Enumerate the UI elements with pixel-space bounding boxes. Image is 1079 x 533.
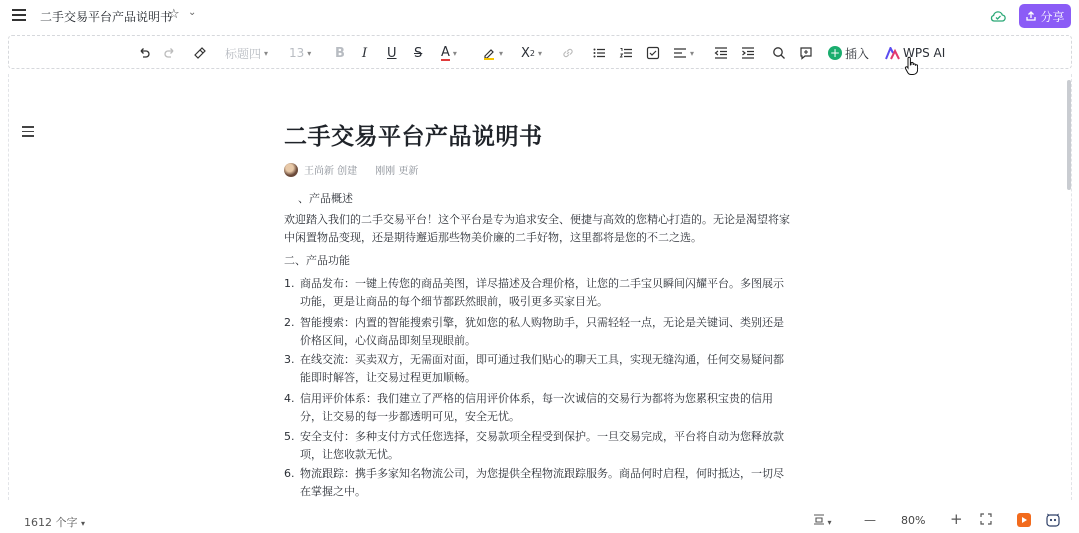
list-item[interactable] <box>284 465 784 501</box>
zoom-in-button[interactable]: + <box>950 510 963 528</box>
list-item[interactable] <box>284 314 784 350</box>
share-button[interactable] <box>1019 4 1071 28</box>
section-heading[interactable]: 二、产品功能 <box>284 254 350 267</box>
list-item-text: 智能搜索：内置的智能搜索引擎，犹如您的私人购物助手，只需轻轻一点，无论是关键词、类别还是价格区间，心仪商品即刻呈现眼前。 <box>300 316 784 347</box>
italic-icon[interactable]: I <box>362 45 368 61</box>
chevron-down-icon: ▾ <box>81 519 86 528</box>
list-item-text: 商品发布：一键上传您的商品美图，详尽描述及合理价格，让您的二手宝贝瞬间闪耀平台。多图展示功能，更是让商品的每个细节都跃然眼前，吸引更多买家目光。 <box>300 277 784 308</box>
wps-ai-icon <box>885 47 900 60</box>
section-heading[interactable]: 、产品概述 <box>298 192 353 205</box>
font-color-icon[interactable]: A ▾ <box>441 44 457 60</box>
font-style-select[interactable] <box>225 44 268 62</box>
outdent-icon[interactable] <box>714 44 728 62</box>
word-count-label: 1612 个字 <box>24 516 78 529</box>
list-item[interactable] <box>284 275 784 311</box>
search-icon[interactable] <box>772 44 786 62</box>
list-item-text: 在线交流：买卖双方，无需面对面，即可通过我们贴心的聊天工具，实现无缝沟通，任何交易疑问都能即时解答，让交易过程更加顺畅。 <box>300 353 784 384</box>
assistant-mascot-icon[interactable] <box>1045 512 1061 528</box>
list-item[interactable] <box>284 390 784 426</box>
status-bar <box>0 507 1079 533</box>
list-number: 3. <box>284 353 295 366</box>
redo-icon[interactable] <box>163 44 177 62</box>
indent-icon[interactable] <box>741 44 755 62</box>
font-size-select[interactable] <box>289 44 311 62</box>
font-style-label: 标题四 <box>225 46 262 61</box>
highlight-icon[interactable]: ▾ <box>482 44 503 62</box>
menu-icon[interactable] <box>12 9 26 23</box>
insert-label: 插入 <box>845 46 870 61</box>
chevron-down-icon: ▾ <box>307 48 312 58</box>
list-item-text: 安全支付：多种支付方式任您选择，交易款项全程受到保护。一旦交易完成，平台将自动为您释放款项，让您收款无忧。 <box>300 430 784 461</box>
comment-icon[interactable] <box>799 44 813 62</box>
bullet-list-icon[interactable] <box>592 44 606 62</box>
doc-meta <box>284 162 418 177</box>
bold-icon[interactable]: B <box>335 45 345 61</box>
strikethrough-icon[interactable]: S <box>414 45 423 61</box>
cloud-saved-icon[interactable] <box>990 9 1006 23</box>
author-label: 王尚新 创建 <box>304 166 358 177</box>
list-number: 1. <box>284 277 295 290</box>
list-item[interactable] <box>284 428 784 464</box>
document-body[interactable] <box>284 118 790 498</box>
font-size-label: 13 <box>289 46 305 60</box>
list-item[interactable] <box>284 351 784 387</box>
list-number: 2. <box>284 316 295 329</box>
star-icon[interactable]: ☆ <box>168 7 180 22</box>
top-bar <box>0 0 1079 32</box>
paragraph-line[interactable]: 欢迎踏入我们的二手交易平台！这个平台是专为追求安全、便捷与高效的您精心打造的。无论是渴望将家 <box>284 213 790 226</box>
hand-pointer-cursor <box>904 56 918 76</box>
document-title[interactable]: 二手交易平台产品说明书 <box>284 124 543 150</box>
scrollbar[interactable] <box>1067 80 1071 190</box>
list-number: 6. <box>284 467 295 480</box>
avatar[interactable] <box>284 163 298 177</box>
format-painter-icon[interactable] <box>192 44 206 62</box>
insert-button[interactable] <box>828 44 869 62</box>
outline-icon[interactable] <box>22 126 36 138</box>
page-layout-icon[interactable]: ▾ <box>813 513 832 528</box>
undo-icon[interactable] <box>137 44 151 62</box>
list-item-text: 信用评价体系：我们建立了严格的信用评价体系，每一次诚信的交易行为都将为您累积宝贵的信用分，让交易的每一步都透明可见，安全无忧。 <box>300 392 773 423</box>
zoom-level[interactable]: 80% <box>901 514 926 527</box>
list-number: 4. <box>284 392 295 405</box>
superscript-icon[interactable]: X 2 ▾ <box>521 45 543 61</box>
underline-icon[interactable]: U <box>387 45 397 61</box>
share-label: 分享 <box>1040 9 1065 24</box>
align-icon[interactable]: ▾ <box>673 44 694 62</box>
zoom-out-button[interactable]: — <box>864 513 876 527</box>
wps-ai-label: WPS AI <box>903 46 946 60</box>
numbered-list-icon[interactable] <box>619 44 633 62</box>
checklist-icon[interactable] <box>646 44 660 62</box>
chevron-down-icon: ▾ <box>264 48 269 58</box>
word-count[interactable] <box>24 514 85 530</box>
share-icon <box>1025 10 1037 22</box>
fullscreen-icon[interactable] <box>980 513 992 528</box>
video-logo-icon[interactable] <box>1017 513 1031 527</box>
updated-label: 刚刚 更新 <box>375 166 419 177</box>
paragraph-line[interactable]: 中闲置物品变现，还是期待邂逅那些物美价廉的二手好物，这里都将是您的不二之选。 <box>284 231 702 244</box>
doc-title[interactable]: 二手交易平台产品说明书 <box>40 10 173 24</box>
chevron-down-icon[interactable]: ⌄ <box>188 7 197 18</box>
list-number: 5. <box>284 430 295 443</box>
plus-circle-icon: + <box>829 46 841 60</box>
link-icon[interactable] <box>561 44 575 62</box>
list-item-text: 物流跟踪：携手多家知名物流公司，为您提供全程物流跟踪服务。商品何时启程，何时抵达，一切尽在掌握之中。 <box>300 467 784 498</box>
